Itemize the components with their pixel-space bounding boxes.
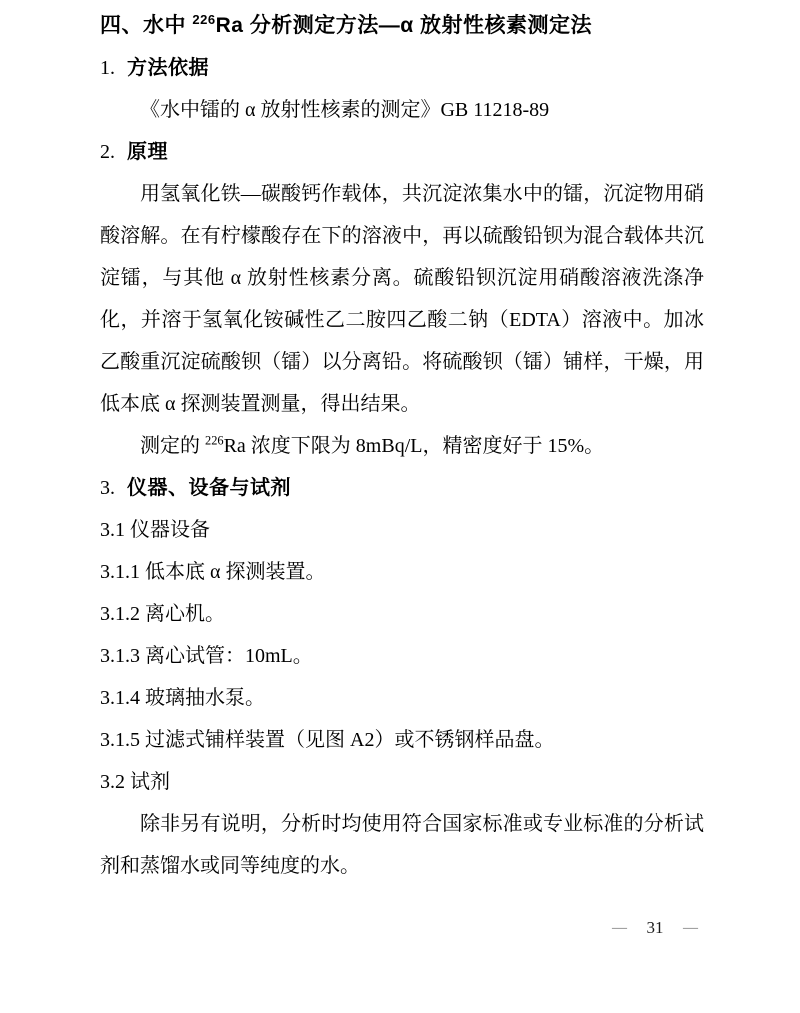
section-2-heading-text: 原理 [127, 141, 168, 163]
method-basis-reference: 《水中镭的 α 放射性核素的测定》GB 11218-89 [140, 99, 550, 121]
principle-paragraph: 用氢氧化铁—碳酸钙作载体，共沉淀浓集水中的镭，沉淀物用硝酸溶解。在有柠檬酸存在下的溶液中，再以硫酸铅钡为混合载体共沉淀镭，与其他 α 放射性核素分离。硫酸铅钡沉淀用硝酸溶液洗涤净化，并溶于氢氧化铵碱性乙二胺四乙酸二钠（EDTA）溶液中。加冰乙酸重沉淀硫酸钡（镭）以分离铅。将硫酸钡（镭）铺样，干燥，用低本底 α 探测装置测量，得出结果。 [100, 183, 704, 415]
section-1-heading-text: 方法依据 [127, 57, 209, 79]
detection-limit-superscript-226: 226 [205, 433, 224, 448]
section-2-number: 2. [100, 141, 115, 163]
item-3-1-1: 3.1.1 低本底 α 探测装置。 [100, 561, 326, 583]
page-title [100, 5, 704, 47]
subsection-3-1: 3.1 仪器设备 [100, 519, 210, 541]
page-number: 31 [646, 918, 664, 937]
detection-limit-post: Ra 浓度下限为 8mBq/L，精密度好于 15%。 [223, 435, 605, 457]
title-text-pre: 四、水中 [100, 14, 193, 37]
item-3-1-3: 3.1.3 离心试管：10mL。 [100, 645, 313, 667]
item-3-1-5: 3.1.5 过滤式铺样装置（见图 A2）或不锈钢样品盘。 [100, 729, 555, 751]
section-3-number: 3. [100, 477, 115, 499]
item-3-1-2: 3.1.2 离心机。 [100, 603, 225, 625]
title-superscript-226: 226 [192, 12, 216, 27]
reagents-note-paragraph: 除非另有说明，分析时均使用符合国家标准或专业标准的分析试剂和蒸馏水或同等纯度的水。 [100, 813, 704, 877]
footer-right-dash: — [683, 920, 698, 936]
section-1-number: 1. [100, 57, 115, 79]
detection-limit-paragraph [100, 425, 704, 467]
section-3-heading-text: 仪器、设备与试剂 [127, 477, 291, 499]
document-content [100, 5, 704, 887]
page-footer [612, 916, 698, 940]
item-3-1-4: 3.1.4 玻璃抽水泵。 [100, 687, 265, 709]
section-1-heading [100, 47, 704, 89]
title-text-post: Ra 分析测定方法—α 放射性核素测定法 [215, 14, 592, 37]
section-2-heading [100, 131, 704, 173]
subsection-3-2: 3.2 试剂 [100, 771, 170, 793]
detection-limit-pre: 测定的 [140, 435, 205, 457]
footer-left-dash: — [612, 920, 627, 936]
section-3-heading [100, 467, 704, 509]
